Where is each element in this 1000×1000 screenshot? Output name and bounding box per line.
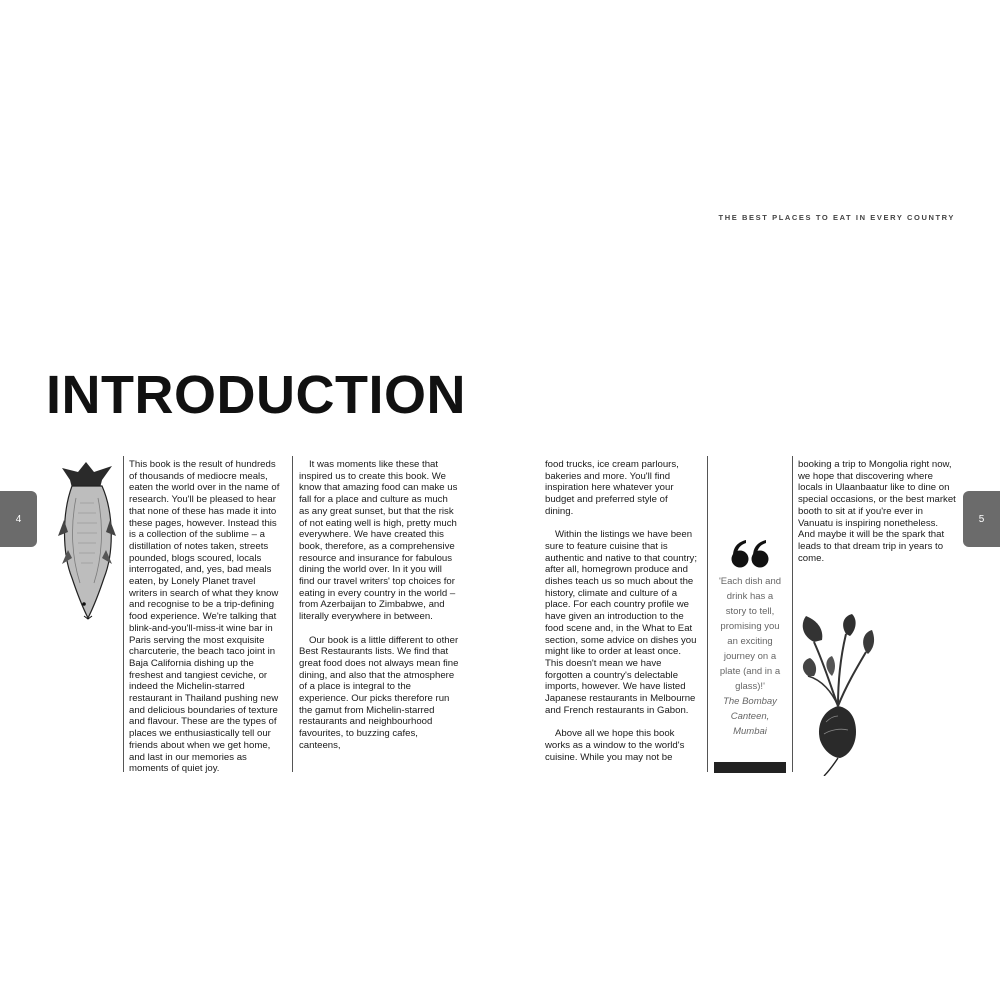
page-number-right-label: 5 <box>978 513 985 525</box>
beetroot-illustration <box>800 614 875 776</box>
page-title: INTRODUCTION <box>46 365 466 425</box>
paragraph: This book is the result of hundreds of thousands of mediocre meals, eaten the world over in the name of research. You'll be pleased to hear that none of these has made it into these pages, however. Instead this is a collection of the sublime – a distillation of notes taken, streets pounded, blogs scoured, locals interrogated, and, yes, bad meals eaten, by Lonely Planet travel writers in search of what they know and recognise to be a trip-defining food experience. We're talking that blink-and-you'll-miss-it wine bar in Paris serving the most exquisite charcuterie, the beach taco joint in Baja California dishing up the freshest and tangiest ceviche, or indeed the Michelin-starred restaurant in Thailand pushing new and delicious boundaries of texture and flavour. These are the types of places we enthusiastically tell our friends about when we get home, and last in our memories as moments of quiet joy. <box>129 459 280 775</box>
paragraph: Within the listings we have been sure to feature cuisine that is authentic and native to that country; after all, homegrown produce and dishes teach us so much about the history, climate and culture of a place. For each country profile we have given an introduction to the food scene and, in the What to Eat section, some advice on dishes you might like to order at least once. This doesn't mean we have forgotten a country's delectable imports, however. We have listed Japanese restaurants in Melbourne and French restaurants in Gabon. <box>545 529 698 716</box>
pull-quote-attribution-city: Mumbai <box>733 726 767 737</box>
pull-quote-attribution: The Bombay Canteen, <box>723 696 777 722</box>
body-column-4 <box>798 459 956 564</box>
body-column-2 <box>299 459 459 752</box>
column-divider <box>123 456 124 772</box>
paragraph: food trucks, ice cream parlours, bakeries and more. You'll find inspiration here whatever your budget and preferred style of dining. <box>545 459 679 517</box>
column-divider <box>292 456 293 772</box>
paragraph: Above all we hope this book works as a window to the world's cuisine. While you may not be <box>545 728 685 763</box>
paragraph: Our book is a little different to other Best Restaurants lists. We find that great food does not always mean fine dining, and also that the atmosphere of a place is integral to the experience. Our picks therefore run the gamut from Michelin-starred restaurants and neighbourhood favourites, to buzzing cafes, canteens, <box>299 634 459 751</box>
body-column-1 <box>129 459 285 775</box>
running-head: THE BEST PLACES TO EAT IN EVERY COUNTRY <box>718 213 955 222</box>
paragraph: It was moments like these that inspired us to create this book. We know that amazing food can make us fall for a place and culture as much as any great sunset, but that the risk of not eating well is high, pretty much everywhere. We have created this book, therefore, as a comprehensive resource and insurance for fabulous dining the world over. In it you will find our travel writers' top choices for eating in every country in the world – from Azerbaijan to Zimbabwe, and literally everywhere in between. <box>299 459 458 623</box>
page-number-right <box>963 491 1000 547</box>
column-divider <box>707 456 708 772</box>
pull-quote-bar <box>714 762 786 773</box>
page-number-left-label: 4 <box>15 513 22 525</box>
column-divider <box>792 456 793 772</box>
page-number-left <box>0 491 37 547</box>
pull-quote <box>716 540 784 739</box>
quote-mark-icon <box>730 540 770 568</box>
pull-quote-text: 'Each dish and drink has a story to tell, promising you an exciting journey on a plate (and in a glass)!' <box>718 576 782 692</box>
body-column-3 <box>545 459 697 763</box>
paragraph: booking a trip to Mongolia right now, we hope that discovering where locals in Ulaanbaatur like to dine on special occasions, or the best market booth to sit at if you're ever in Vanuatu is inspiring nonetheless. And maybe it will be the spark that leads to that dream trip in years to come. <box>798 459 956 564</box>
fish-illustration <box>58 458 116 620</box>
